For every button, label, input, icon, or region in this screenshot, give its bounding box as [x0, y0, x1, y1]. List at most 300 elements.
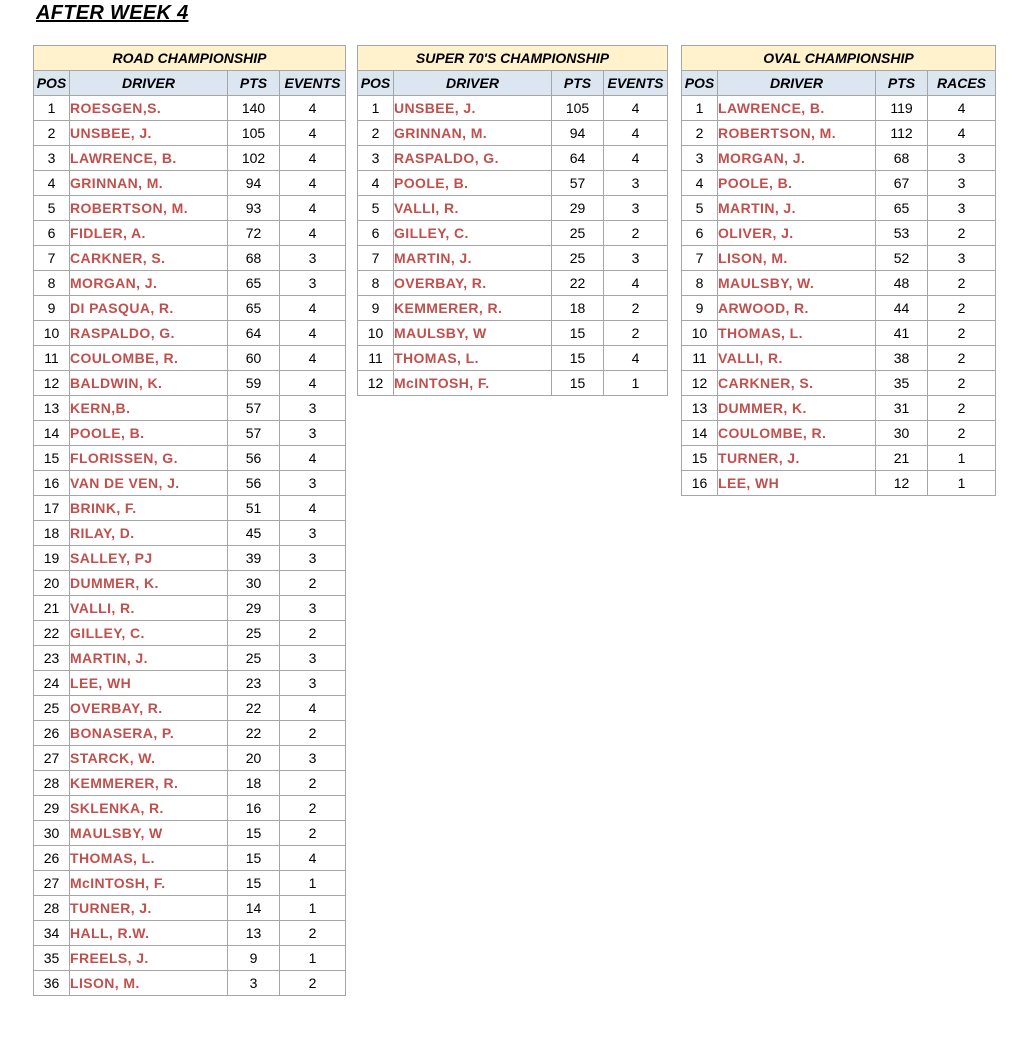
table-title: ROAD CHAMPIONSHIP [34, 46, 346, 71]
pts-cell: 22 [228, 721, 280, 746]
table-row [682, 346, 996, 371]
pts-cell: 18 [552, 296, 604, 321]
pos-cell: 16 [682, 471, 718, 496]
pos-cell: 21 [34, 596, 70, 621]
pts-cell: 65 [228, 296, 280, 321]
driver-cell: RASPALDO, G. [394, 146, 552, 171]
pos-cell: 20 [34, 571, 70, 596]
count-cell: 3 [280, 646, 346, 671]
pts-cell: 105 [552, 96, 604, 121]
count-cell: 2 [280, 571, 346, 596]
pos-cell: 3 [682, 146, 718, 171]
count-cell: 3 [280, 246, 346, 271]
table-row [682, 446, 996, 471]
column-header-pos: POS [682, 71, 718, 96]
driver-cell: FREELS, J. [70, 946, 228, 971]
pos-cell: 36 [34, 971, 70, 996]
driver-cell: STARCK, W. [70, 746, 228, 771]
pos-cell: 8 [34, 271, 70, 296]
driver-cell: KERN,B. [70, 396, 228, 421]
driver-cell: THOMAS, L. [394, 346, 552, 371]
count-cell: 2 [928, 221, 996, 246]
pts-cell: 15 [552, 346, 604, 371]
table-row [682, 96, 996, 121]
pos-cell: 14 [34, 421, 70, 446]
count-cell: 4 [928, 96, 996, 121]
pts-cell: 57 [552, 171, 604, 196]
pts-cell: 102 [228, 146, 280, 171]
pos-cell: 1 [358, 96, 394, 121]
pos-cell: 8 [682, 271, 718, 296]
driver-cell: VALLI, R. [70, 596, 228, 621]
driver-cell: ROBERTSON, M. [70, 196, 228, 221]
driver-cell: UNSBEE, J. [70, 121, 228, 146]
count-cell: 2 [280, 621, 346, 646]
pts-cell: 72 [228, 221, 280, 246]
count-cell: 3 [928, 246, 996, 271]
count-cell: 4 [280, 696, 346, 721]
driver-cell: LISON, M. [70, 971, 228, 996]
table-row [34, 421, 346, 446]
driver-cell: OVERBAY, R. [394, 271, 552, 296]
pos-cell: 15 [34, 446, 70, 471]
count-cell: 1 [280, 896, 346, 921]
table-row [358, 171, 668, 196]
pts-cell: 21 [876, 446, 928, 471]
driver-cell: ROESGEN,S. [70, 96, 228, 121]
table-row [34, 471, 346, 496]
count-cell: 3 [280, 521, 346, 546]
table-row [358, 146, 668, 171]
driver-cell: McINTOSH, F. [70, 871, 228, 896]
table-row [34, 571, 346, 596]
driver-cell: MORGAN, J. [718, 146, 876, 171]
count-cell: 3 [280, 396, 346, 421]
table-row [358, 371, 668, 396]
pts-cell: 16 [228, 796, 280, 821]
table-row [34, 546, 346, 571]
count-cell: 3 [928, 196, 996, 221]
table-row [34, 771, 346, 796]
pos-cell: 10 [34, 321, 70, 346]
pts-cell: 51 [228, 496, 280, 521]
table-row [34, 446, 346, 471]
pos-cell: 13 [682, 396, 718, 421]
count-cell: 4 [280, 171, 346, 196]
pts-cell: 3 [228, 971, 280, 996]
column-header-pts: PTS [228, 71, 280, 96]
table-row [34, 346, 346, 371]
driver-cell: FLORISSEN, G. [70, 446, 228, 471]
pos-cell: 1 [682, 96, 718, 121]
count-cell: 4 [280, 496, 346, 521]
pos-cell: 9 [358, 296, 394, 321]
driver-cell: MARTIN, J. [394, 246, 552, 271]
count-cell: 4 [280, 196, 346, 221]
table-row [34, 121, 346, 146]
pts-cell: 119 [876, 96, 928, 121]
table-row [682, 321, 996, 346]
driver-cell: FIDLER, A. [70, 221, 228, 246]
driver-cell: OLIVER, J. [718, 221, 876, 246]
count-cell: 4 [280, 321, 346, 346]
pts-cell: 60 [228, 346, 280, 371]
count-cell: 1 [604, 371, 668, 396]
count-cell: 4 [604, 346, 668, 371]
count-cell: 4 [604, 146, 668, 171]
pts-cell: 25 [552, 246, 604, 271]
table-row [34, 896, 346, 921]
count-cell: 4 [280, 96, 346, 121]
count-cell: 3 [604, 171, 668, 196]
pts-cell: 25 [552, 221, 604, 246]
count-cell: 3 [604, 246, 668, 271]
count-cell: 4 [604, 121, 668, 146]
count-cell: 2 [280, 796, 346, 821]
count-cell: 2 [604, 321, 668, 346]
count-cell: 2 [928, 346, 996, 371]
count-cell: 4 [280, 346, 346, 371]
pts-cell: 25 [228, 621, 280, 646]
count-cell: 2 [928, 396, 996, 421]
pts-cell: 56 [228, 471, 280, 496]
driver-cell: OVERBAY, R. [70, 696, 228, 721]
pos-cell: 1 [34, 96, 70, 121]
table-row [34, 171, 346, 196]
super70s-championship-table [357, 45, 668, 396]
pos-cell: 12 [682, 371, 718, 396]
pos-cell: 26 [34, 721, 70, 746]
table-row [34, 846, 346, 871]
driver-cell: MAULSBY, W [70, 821, 228, 846]
pts-cell: 15 [552, 371, 604, 396]
count-cell: 2 [280, 971, 346, 996]
pos-cell: 2 [682, 121, 718, 146]
pos-cell: 4 [34, 171, 70, 196]
driver-cell: DI PASQUA, R. [70, 296, 228, 321]
pts-cell: 14 [228, 896, 280, 921]
pos-cell: 29 [34, 796, 70, 821]
table-row [34, 246, 346, 271]
count-cell: 3 [280, 471, 346, 496]
table-row [34, 396, 346, 421]
pts-cell: 53 [876, 221, 928, 246]
table-row [34, 296, 346, 321]
count-cell: 4 [280, 121, 346, 146]
table-row [34, 596, 346, 621]
pts-cell: 15 [552, 321, 604, 346]
pts-cell: 57 [228, 421, 280, 446]
table-row [34, 371, 346, 396]
pts-cell: 59 [228, 371, 280, 396]
table-row [34, 821, 346, 846]
pts-cell: 48 [876, 271, 928, 296]
table-row [34, 796, 346, 821]
driver-cell: UNSBEE, J. [394, 96, 552, 121]
pos-cell: 30 [34, 821, 70, 846]
pos-cell: 5 [682, 196, 718, 221]
table-row [34, 196, 346, 221]
column-header-events: EVENTS [280, 71, 346, 96]
driver-cell: COULOMBE, R. [70, 346, 228, 371]
table-row [682, 471, 996, 496]
table-row [358, 271, 668, 296]
driver-cell: LISON, M. [718, 246, 876, 271]
count-cell: 4 [280, 296, 346, 321]
driver-cell: VALLI, R. [394, 196, 552, 221]
pos-cell: 25 [34, 696, 70, 721]
pts-cell: 140 [228, 96, 280, 121]
count-cell: 3 [928, 146, 996, 171]
count-cell: 3 [280, 671, 346, 696]
pos-cell: 11 [358, 346, 394, 371]
pts-cell: 23 [228, 671, 280, 696]
table-row [682, 121, 996, 146]
pos-cell: 9 [682, 296, 718, 321]
driver-cell: MAULSBY, W. [718, 271, 876, 296]
pos-cell: 7 [358, 246, 394, 271]
pts-cell: 20 [228, 746, 280, 771]
pts-cell: 45 [228, 521, 280, 546]
pts-cell: 67 [876, 171, 928, 196]
driver-cell: BRINK, F. [70, 496, 228, 521]
table-row [34, 721, 346, 746]
table-row [682, 246, 996, 271]
column-header-pts: PTS [876, 71, 928, 96]
driver-cell: POOLE, B. [394, 171, 552, 196]
pos-cell: 28 [34, 896, 70, 921]
count-cell: 4 [280, 846, 346, 871]
column-header-pos: POS [34, 71, 70, 96]
pts-cell: 29 [228, 596, 280, 621]
driver-cell: LAWRENCE, B. [70, 146, 228, 171]
pos-cell: 4 [682, 171, 718, 196]
column-header-races: RACES [928, 71, 996, 96]
pts-cell: 93 [228, 196, 280, 221]
pos-cell: 3 [34, 146, 70, 171]
pos-cell: 27 [34, 871, 70, 896]
pts-cell: 29 [552, 196, 604, 221]
table-row [682, 221, 996, 246]
pos-cell: 28 [34, 771, 70, 796]
pos-cell: 11 [34, 346, 70, 371]
pts-cell: 15 [228, 871, 280, 896]
driver-cell: SKLENKA, R. [70, 796, 228, 821]
table-row [34, 521, 346, 546]
pts-cell: 65 [228, 271, 280, 296]
driver-cell: RASPALDO, G. [70, 321, 228, 346]
table-title: OVAL CHAMPIONSHIP [682, 46, 996, 71]
table-row [358, 196, 668, 221]
count-cell: 2 [928, 296, 996, 321]
pos-cell: 18 [34, 521, 70, 546]
table-row [34, 321, 346, 346]
table-row [682, 371, 996, 396]
driver-cell: TURNER, J. [70, 896, 228, 921]
pts-cell: 22 [228, 696, 280, 721]
count-cell: 4 [604, 271, 668, 296]
pts-cell: 18 [228, 771, 280, 796]
pos-cell: 9 [34, 296, 70, 321]
pos-cell: 4 [358, 171, 394, 196]
table-row [34, 621, 346, 646]
table-row [34, 871, 346, 896]
pts-cell: 15 [228, 846, 280, 871]
count-cell: 2 [604, 221, 668, 246]
driver-cell: BONASERA, P. [70, 721, 228, 746]
column-header-pts: PTS [552, 71, 604, 96]
driver-cell: KEMMERER, R. [70, 771, 228, 796]
driver-cell: SALLEY, PJ [70, 546, 228, 571]
pts-cell: 9 [228, 946, 280, 971]
count-cell: 2 [928, 421, 996, 446]
table-row [682, 296, 996, 321]
pts-cell: 112 [876, 121, 928, 146]
pos-cell: 8 [358, 271, 394, 296]
pts-cell: 64 [228, 321, 280, 346]
column-header-events: EVENTS [604, 71, 668, 96]
table-row [358, 321, 668, 346]
table-row [34, 646, 346, 671]
table-row [358, 296, 668, 321]
pos-cell: 12 [34, 371, 70, 396]
count-cell: 3 [280, 596, 346, 621]
pts-cell: 30 [876, 421, 928, 446]
pos-cell: 6 [34, 221, 70, 246]
driver-cell: MORGAN, J. [70, 271, 228, 296]
pts-cell: 94 [552, 121, 604, 146]
driver-cell: GILLEY, C. [70, 621, 228, 646]
pts-cell: 22 [552, 271, 604, 296]
driver-cell: LEE, WH [70, 671, 228, 696]
table-row [682, 271, 996, 296]
count-cell: 2 [928, 271, 996, 296]
pos-cell: 19 [34, 546, 70, 571]
count-cell: 3 [604, 196, 668, 221]
count-cell: 1 [280, 871, 346, 896]
driver-cell: ARWOOD, R. [718, 296, 876, 321]
pos-cell: 16 [34, 471, 70, 496]
count-cell: 4 [280, 371, 346, 396]
driver-cell: GRINNAN, M. [394, 121, 552, 146]
count-cell: 2 [928, 371, 996, 396]
pts-cell: 25 [228, 646, 280, 671]
pos-cell: 14 [682, 421, 718, 446]
table-row [34, 971, 346, 996]
pos-cell: 13 [34, 396, 70, 421]
pts-cell: 56 [228, 446, 280, 471]
driver-cell: DUMMER, K. [70, 571, 228, 596]
pos-cell: 2 [34, 121, 70, 146]
count-cell: 3 [280, 271, 346, 296]
driver-cell: THOMAS, L. [718, 321, 876, 346]
pos-cell: 5 [34, 196, 70, 221]
pts-cell: 41 [876, 321, 928, 346]
column-header-driver: DRIVER [70, 71, 228, 96]
count-cell: 4 [280, 446, 346, 471]
column-header-driver: DRIVER [718, 71, 876, 96]
table-row [34, 496, 346, 521]
count-cell: 2 [928, 321, 996, 346]
pos-cell: 35 [34, 946, 70, 971]
pos-cell: 22 [34, 621, 70, 646]
pos-cell: 27 [34, 746, 70, 771]
count-cell: 4 [928, 121, 996, 146]
driver-cell: DUMMER, K. [718, 396, 876, 421]
pos-cell: 10 [682, 321, 718, 346]
pts-cell: 68 [228, 246, 280, 271]
driver-cell: VAN DE VEN, J. [70, 471, 228, 496]
pts-cell: 105 [228, 121, 280, 146]
count-cell: 3 [928, 171, 996, 196]
pts-cell: 57 [228, 396, 280, 421]
table-row [34, 946, 346, 971]
table-row [682, 146, 996, 171]
pos-cell: 23 [34, 646, 70, 671]
pos-cell: 17 [34, 496, 70, 521]
table-row [358, 96, 668, 121]
count-cell: 1 [928, 471, 996, 496]
table-row [682, 171, 996, 196]
pts-cell: 31 [876, 396, 928, 421]
driver-cell: POOLE, B. [70, 421, 228, 446]
pos-cell: 2 [358, 121, 394, 146]
count-cell: 2 [280, 921, 346, 946]
pts-cell: 94 [228, 171, 280, 196]
pos-cell: 3 [358, 146, 394, 171]
pts-cell: 44 [876, 296, 928, 321]
table-row [682, 421, 996, 446]
driver-cell: RILAY, D. [70, 521, 228, 546]
count-cell: 1 [280, 946, 346, 971]
table-row [358, 246, 668, 271]
count-cell: 3 [280, 546, 346, 571]
pos-cell: 26 [34, 846, 70, 871]
pos-cell: 34 [34, 921, 70, 946]
pos-cell: 6 [358, 221, 394, 246]
table-row [34, 921, 346, 946]
driver-cell: CARKNER, S. [718, 371, 876, 396]
pts-cell: 15 [228, 821, 280, 846]
driver-cell: ROBERTSON, M. [718, 121, 876, 146]
pts-cell: 52 [876, 246, 928, 271]
driver-cell: MARTIN, J. [718, 196, 876, 221]
driver-cell: COULOMBE, R. [718, 421, 876, 446]
pts-cell: 12 [876, 471, 928, 496]
oval-championship-table [681, 45, 996, 496]
count-cell: 4 [280, 146, 346, 171]
road-championship-table [33, 45, 346, 996]
count-cell: 2 [604, 296, 668, 321]
table-row [682, 396, 996, 421]
table-row [34, 746, 346, 771]
driver-cell: McINTOSH, F. [394, 371, 552, 396]
table-row [358, 346, 668, 371]
page-title: AFTER WEEK 4 [36, 2, 189, 24]
driver-cell: VALLI, R. [718, 346, 876, 371]
count-cell: 1 [928, 446, 996, 471]
pos-cell: 10 [358, 321, 394, 346]
driver-cell: GILLEY, C. [394, 221, 552, 246]
count-cell: 3 [280, 421, 346, 446]
driver-cell: BALDWIN, K. [70, 371, 228, 396]
driver-cell: LEE, WH [718, 471, 876, 496]
count-cell: 2 [280, 771, 346, 796]
pts-cell: 68 [876, 146, 928, 171]
pos-cell: 6 [682, 221, 718, 246]
pos-cell: 7 [34, 246, 70, 271]
pts-cell: 65 [876, 196, 928, 221]
